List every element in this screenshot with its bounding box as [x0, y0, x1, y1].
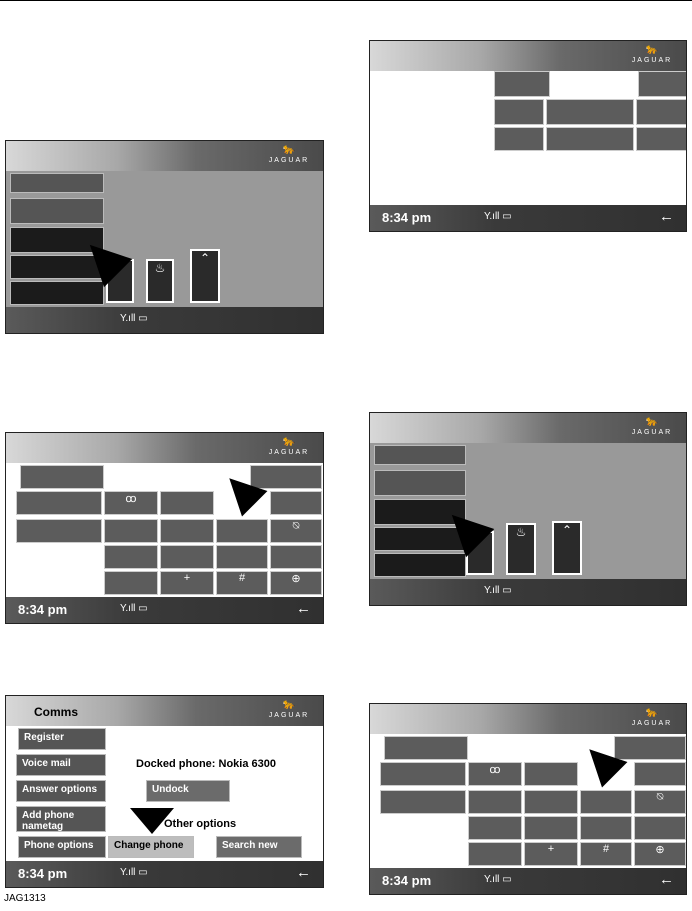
figure-caption: JAG1313: [4, 893, 46, 904]
status-bar: [370, 579, 686, 605]
change-phone-button[interactable]: Change phone: [108, 836, 194, 858]
page-top-rule: [0, 0, 692, 1]
signal-battery-icon: Y.ıll ▭: [120, 313, 148, 324]
search-new-button[interactable]: Search new: [216, 836, 302, 858]
status-bar: [6, 597, 323, 623]
signal-battery-icon: Y.ıll ▭: [120, 603, 148, 614]
mute-key[interactable]: [634, 790, 686, 814]
plus-key[interactable]: [160, 571, 214, 595]
header-bar: [6, 141, 323, 171]
clock: 8:34 pm: [382, 873, 432, 888]
jaguar-logo: 🐆 JAGUAR: [631, 44, 673, 64]
back-icon[interactable]: ←: [659, 871, 674, 888]
menu-button[interactable]: [374, 553, 466, 577]
zoom-key[interactable]: [270, 571, 322, 595]
pointer-arrow-down: [130, 808, 174, 834]
menu-button[interactable]: [374, 470, 466, 496]
plus-icon: +: [547, 843, 555, 855]
key[interactable]: [468, 816, 522, 840]
menu-button[interactable]: [10, 281, 104, 305]
cell[interactable]: [494, 127, 544, 151]
jaguar-logo: 🐆 JAGUAR: [631, 707, 673, 727]
clock: 8:34 pm: [382, 210, 432, 225]
key[interactable]: [160, 519, 214, 543]
key[interactable]: [634, 816, 686, 840]
key[interactable]: [580, 790, 632, 814]
hash-key[interactable]: [216, 571, 268, 595]
status-bar: [6, 861, 323, 887]
screen-seat-right: [369, 412, 687, 606]
mute-icon: ⍉: [656, 791, 664, 803]
signal-battery-icon: Y.ıll ▭: [484, 211, 512, 222]
seat-left-button[interactable]: ✓: [466, 531, 494, 575]
key[interactable]: [524, 762, 578, 786]
key[interactable]: [104, 519, 158, 543]
screen-keypad-right: [369, 703, 687, 895]
add-phone-nametag-button[interactable]: Add phone nametag: [16, 806, 106, 832]
cell[interactable]: [636, 127, 687, 151]
jaguar-logo: 🐆 JAGUAR: [631, 416, 673, 436]
key[interactable]: [160, 545, 214, 569]
voicemail-key[interactable]: [468, 762, 522, 786]
voicemail-icon: ꝏ: [125, 493, 137, 505]
screen-comms: [5, 695, 324, 888]
key[interactable]: [270, 545, 322, 569]
docked-phone-label: Docked phone: Nokia 6300: [136, 758, 276, 770]
voicemail-key[interactable]: [104, 491, 158, 515]
key[interactable]: [580, 816, 632, 840]
key[interactable]: [16, 491, 102, 515]
plus-icon: +: [183, 572, 191, 584]
voice-mail-button[interactable]: Voice mail: [16, 754, 106, 776]
key[interactable]: [524, 790, 578, 814]
seat-heat-button[interactable]: ♨: [146, 259, 174, 303]
key[interactable]: [524, 816, 578, 840]
zoom-icon: ⊕: [291, 573, 301, 585]
cell[interactable]: [494, 99, 544, 125]
signal-battery-icon: Y.ıll ▭: [120, 867, 148, 878]
key[interactable]: [468, 842, 522, 866]
clock: 8:34 pm: [18, 602, 68, 617]
key[interactable]: [216, 519, 268, 543]
hash-key[interactable]: [580, 842, 632, 866]
back-icon[interactable]: ←: [659, 208, 674, 225]
mute-key[interactable]: [270, 519, 322, 543]
screen-keypad-left: [5, 432, 324, 624]
plus-key[interactable]: [524, 842, 578, 866]
back-icon[interactable]: ←: [296, 864, 311, 881]
tab[interactable]: [384, 736, 468, 760]
cell[interactable]: [546, 99, 634, 125]
hash-icon: #: [238, 572, 246, 584]
register-button[interactable]: Register: [18, 728, 106, 750]
hash-icon: #: [602, 843, 610, 855]
answer-options-button[interactable]: Answer options: [16, 780, 106, 802]
other-options-label: Other options: [164, 818, 237, 830]
cell[interactable]: [636, 99, 687, 125]
key[interactable]: [380, 790, 466, 814]
menu-button[interactable]: [10, 173, 104, 193]
jaguar-logo: 🐆 JAGUAR: [268, 144, 310, 164]
header-bar: [370, 41, 686, 71]
screen-settings-right: [369, 40, 687, 232]
key[interactable]: [380, 762, 466, 786]
menu-button[interactable]: [374, 445, 466, 465]
voicemail-icon: ꝏ: [489, 764, 501, 776]
key[interactable]: [104, 545, 158, 569]
header-bar: [370, 704, 686, 734]
key[interactable]: [160, 491, 214, 515]
clock: 8:34 pm: [18, 866, 68, 881]
zoom-icon: ⊕: [655, 844, 665, 856]
screen-seat-left: [5, 140, 324, 334]
key[interactable]: [216, 545, 268, 569]
tab[interactable]: [614, 736, 686, 760]
key[interactable]: [104, 571, 158, 595]
seat-heat-button[interactable]: ♨: [506, 523, 536, 575]
comms-title: Comms: [34, 705, 79, 719]
header-bar: [370, 413, 686, 443]
status-bar: [370, 868, 686, 894]
back-icon[interactable]: ←: [296, 600, 311, 617]
cell[interactable]: [638, 71, 687, 97]
tab[interactable]: [20, 465, 104, 489]
jaguar-logo: 🐆 JAGUAR: [268, 699, 310, 719]
signal-battery-icon: Y.ıll ▭: [484, 874, 512, 885]
jaguar-logo: 🐆 JAGUAR: [268, 436, 310, 456]
cell[interactable]: [546, 127, 634, 151]
status-bar: [370, 205, 686, 231]
undock-button[interactable]: Undock: [146, 780, 230, 802]
key[interactable]: [270, 491, 322, 515]
key[interactable]: [634, 762, 686, 786]
status-bar: [6, 307, 323, 333]
cell[interactable]: [494, 71, 550, 97]
seat-right-button[interactable]: ⌃: [190, 249, 220, 303]
header-bar: [6, 433, 323, 463]
signal-battery-icon: Y.ıll ▭: [484, 585, 512, 596]
seat-right-button[interactable]: ⌃: [552, 521, 582, 575]
mute-icon: ⍉: [292, 520, 300, 532]
zoom-key[interactable]: [634, 842, 686, 866]
phone-options-button[interactable]: Phone options: [18, 836, 106, 858]
menu-button[interactable]: [10, 198, 104, 224]
key[interactable]: [468, 790, 522, 814]
header-bar: [6, 696, 323, 726]
key[interactable]: [16, 519, 102, 543]
seat-left-button[interactable]: ✓: [106, 259, 134, 303]
